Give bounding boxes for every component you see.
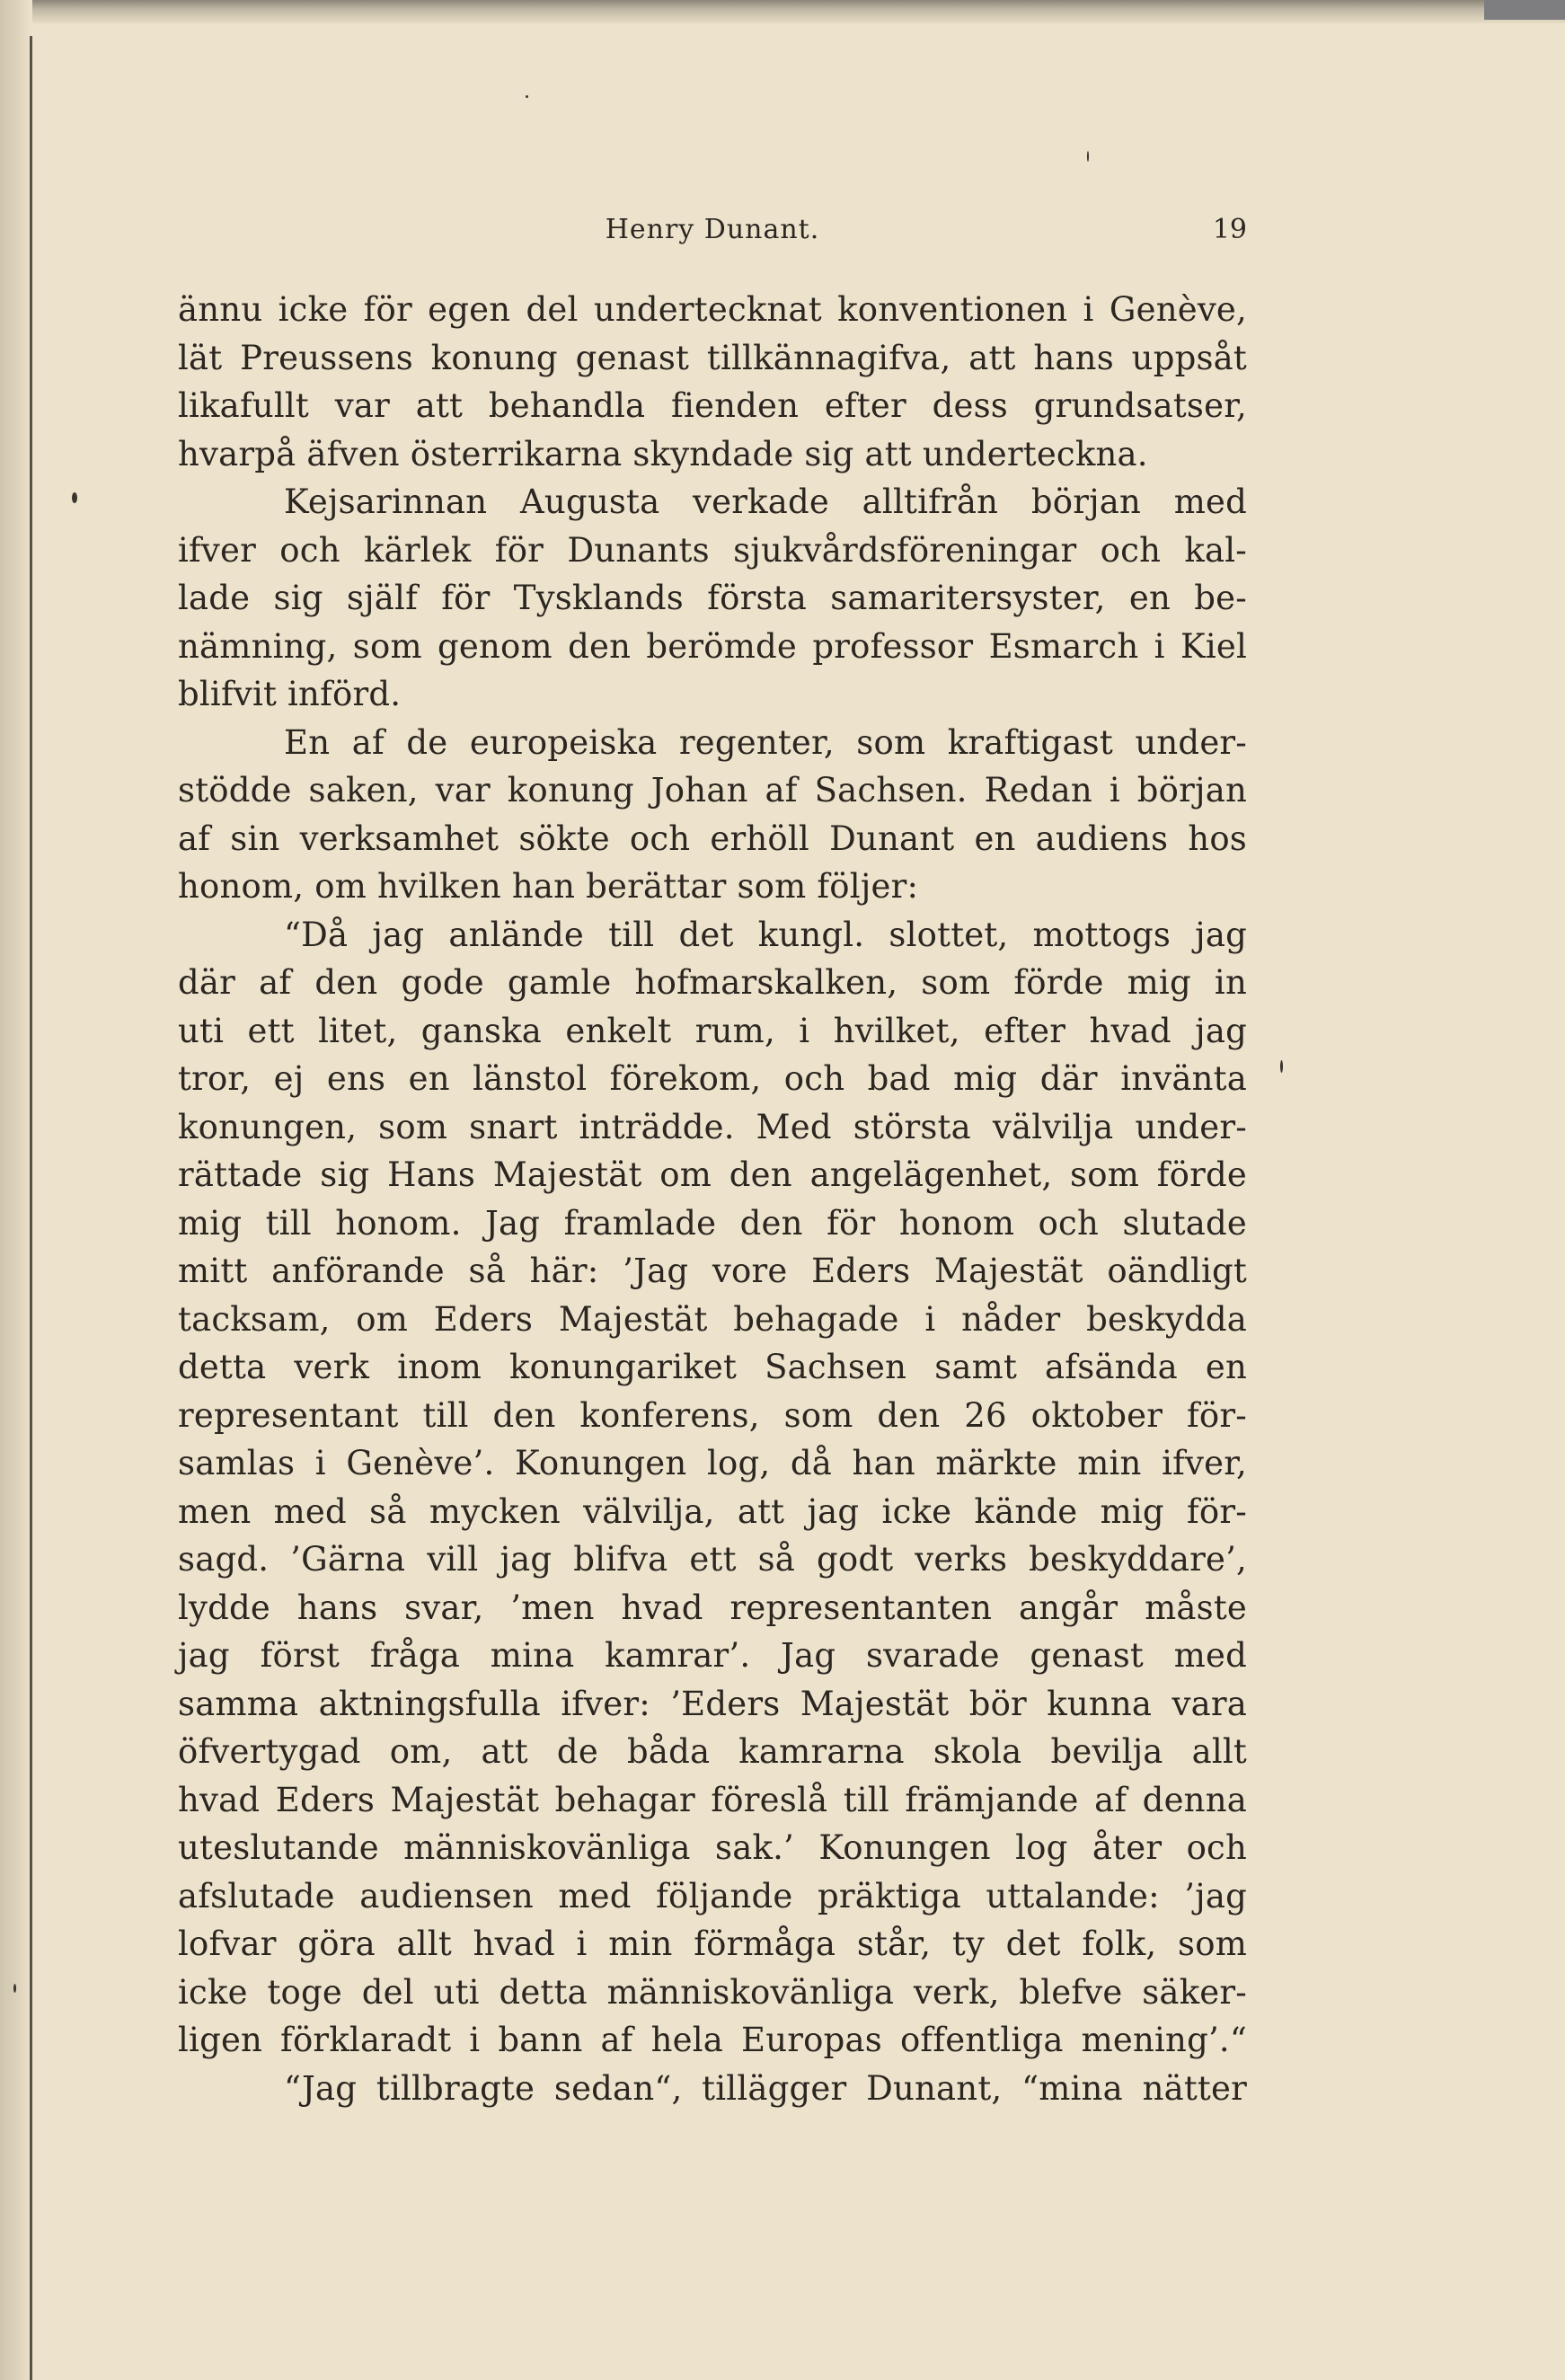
text-line: hvad Eders Majestät behagar föreslå till främjande af denna <box>178 1780 1247 1819</box>
text-line: samlas i Genève’. Konungen log, då han märkte min ifver, <box>178 1444 1247 1482</box>
text-line: af sin verksamhet sökte och erhöll Dunant en audiens hos <box>178 818 1247 858</box>
text-line: lydde hans svar, ’men hvad representanten angår måste <box>178 1588 1247 1627</box>
text-line: stödde saken, var konung Johan af Sachsen. Redan i början <box>178 771 1247 810</box>
text-line: lofvar göra allt hvad i min förmåga står, ty det folk, som <box>178 1924 1247 1963</box>
text-line: men med så mycken välvilja, att jag icke kände mig för- <box>178 1491 1247 1531</box>
text-line: representant till den konferens, som den 26 oktober för- <box>178 1395 1247 1435</box>
text-line: samma aktningsfulla ifver: ’Eders Majestät bör kunna vara <box>178 1684 1247 1723</box>
text-line: “Då jag anlände till det kungl. slottet, mottogs jag <box>284 915 1247 954</box>
text-line: hvarpå äfven österrikarna skyndade sig att underteckna. <box>178 434 1148 473</box>
text-line: rättade sig Hans Majestät om den angelägenhet, som förde <box>178 1155 1247 1194</box>
text-line: “Jag tillbragte sedan“, tillägger Dunant, “mina nätter <box>284 2068 1247 2108</box>
text-line: blifvit införd. <box>178 675 402 713</box>
text-line: jag först fråga mina kamrar’. Jag svarade genast med <box>178 1636 1247 1675</box>
text-line: uteslutande människovänliga sak.’ Konungen log åter och <box>178 1828 1247 1867</box>
text-line: mitt anförande så här: ’Jag vore Eders Majestät oändligt <box>178 1252 1247 1290</box>
text-line: En af de europeiska regenter, som kraftigast under- <box>284 722 1247 762</box>
page-number: 19 <box>1212 214 1247 245</box>
text-line: nämning, som genom den berömde professor Esmarch i Kiel <box>178 626 1247 666</box>
text-line: öfvertygad om, att de båda kamrarna skola bevilja allt <box>178 1732 1247 1771</box>
text-line: lade sig själf för Tysklands första samaritersyster, en be- <box>178 579 1247 617</box>
scan-corner-shadow <box>1484 0 1565 20</box>
text-line: ifver och kärlek för Dunants sjukvårdsföreningar och kal- <box>178 530 1247 570</box>
text-line: tror, ej ens en länstol förekom, och bad mig där invänta <box>178 1059 1247 1098</box>
book-page <box>178 0 1247 2380</box>
text-line: konungen, som snart inträdde. Med största välvilja under- <box>178 1107 1247 1146</box>
page-header <box>178 214 1247 257</box>
page-binding-edge <box>0 0 32 2380</box>
text-line: honom, om hvilken han berättar som följer: <box>178 867 919 906</box>
ink-speck <box>72 492 77 503</box>
ink-speck <box>13 1984 16 1993</box>
text-line: mig till honom. Jag framlade den för honom och slutade <box>178 1203 1247 1243</box>
text-line: ännu icke för egen del undertecknat konventionen i Genève, <box>178 290 1247 329</box>
text-line: ligen förklaradt i bann af hela Europas offentliga mening’.“ <box>178 2021 1247 2059</box>
text-line: sagd. ’Gärna vill jag blifva ett så godt verks beskyddare’, <box>178 1540 1247 1579</box>
text-line: afslutade audiensen med följande präktiga uttalande: ’jag <box>178 1876 1247 1916</box>
text-line: lät Preussens konung genast tillkännagifva, att hans uppsåt <box>178 338 1247 377</box>
text-line: Kejsarinnan Augusta verkade alltifrån början med <box>284 482 1247 521</box>
text-line: detta verk inom konungariket Sachsen samt afsända en <box>178 1348 1247 1386</box>
ink-speck <box>1280 1060 1283 1073</box>
text-line: där af den gode gamle hofmarskalken, som förde mig in <box>178 963 1247 1002</box>
text-line: likafullt var att behandla fienden efter dess grundsatser, <box>178 386 1247 425</box>
text-line: tacksam, om Eders Majestät behagade i nåder beskydda <box>178 1299 1247 1339</box>
body-text <box>178 286 1247 2112</box>
binding-line <box>30 36 32 2380</box>
text-line: icke toge del uti detta människovänliga verk, blefve säker- <box>178 1972 1247 2012</box>
running-title: Henry Dunant. <box>605 214 820 245</box>
text-line: uti ett litet, ganska enkelt rum, i hvilket, efter hvad jag <box>178 1011 1247 1050</box>
